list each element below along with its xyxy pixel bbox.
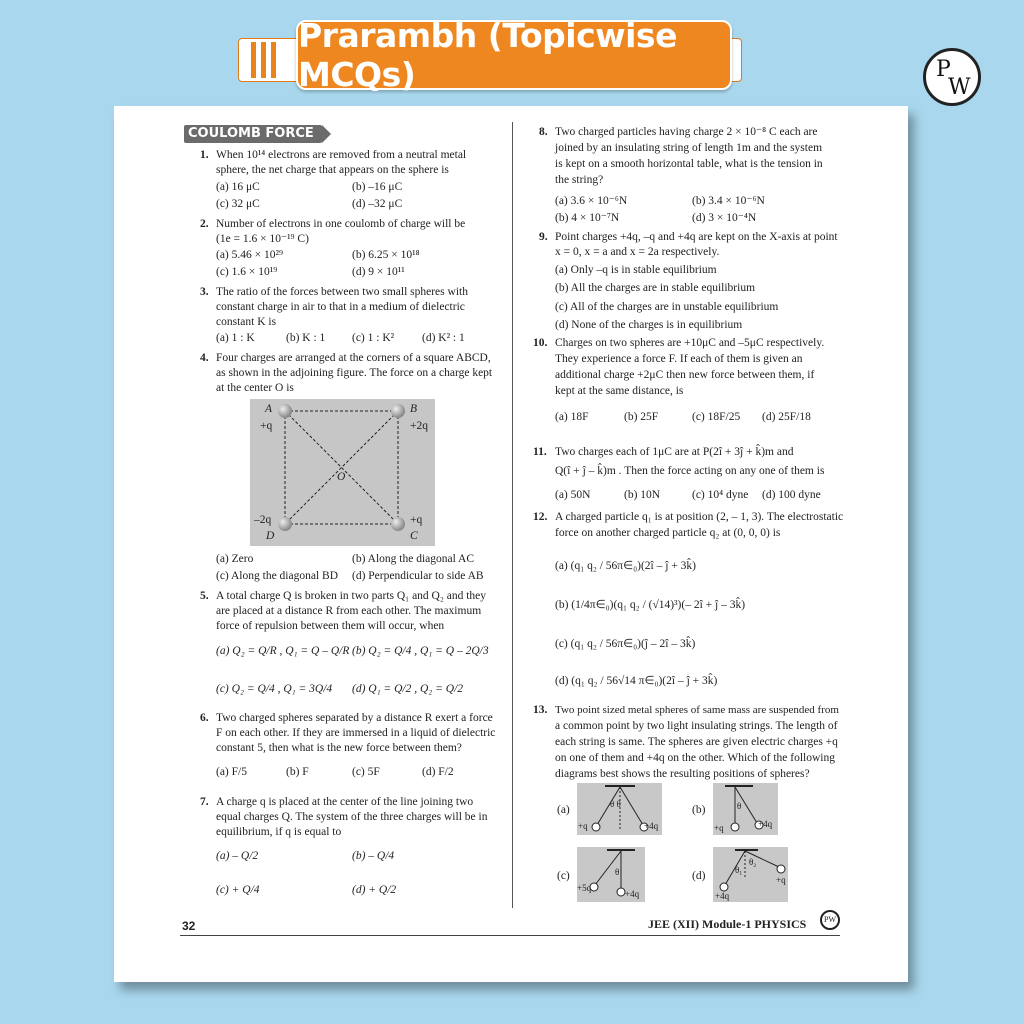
pb-left-label: +q (714, 823, 724, 833)
q11-line2: Q(î + ĵ – k̂)m . Then the force acting on any one of them is (555, 465, 825, 477)
pb-theta: θ (737, 801, 742, 811)
q6-number: 6. (200, 712, 209, 724)
pa-theta: θ θ (610, 799, 621, 809)
pd-theta2: θ₂ (749, 857, 757, 867)
logo-letter-p: P (936, 57, 951, 82)
q8-number: 8. (539, 126, 548, 138)
pc-theta: θ (615, 867, 620, 877)
banner-title: Prarambh (Topicwise MCQs) (298, 16, 677, 94)
q13-line2: a common point by two light insulating strings. The length of (555, 720, 838, 732)
q2-line2: (1e = 1.6 × 10⁻¹⁹ C) (216, 233, 309, 245)
square-charges-figure (250, 399, 435, 546)
pc-right-label: +4q (625, 889, 640, 899)
pendulum-diagram-d[interactable] (713, 847, 788, 902)
q3-line2: constant charge in air to that in a medium of dielectric (216, 301, 465, 313)
q8-option-d[interactable]: (d) 3 × 10⁻⁴N (692, 212, 757, 224)
q11-option-a[interactable]: (a) 50N (555, 489, 591, 501)
q4-option-a[interactable]: (a) Zero (216, 553, 254, 565)
pw-logo (923, 48, 981, 106)
q7-option-d[interactable]: (d) + Q/2 (352, 884, 397, 896)
pc-left-label: +5q (577, 883, 592, 893)
pendulum-diagram-b[interactable] (713, 783, 778, 835)
q9-line1: Point charges +4q, –q and +4q are kept on the X-axis at point (555, 231, 838, 243)
q1-number: 1. (200, 149, 209, 161)
q8-line2: joined by an insulating string of length 1m and the system (555, 142, 823, 154)
q4-line3: at the center O is (216, 382, 294, 394)
q11-option-d[interactable]: (d) 100 dyne (762, 489, 821, 501)
q10-option-b[interactable]: (b) 25F (624, 411, 659, 423)
footer-pw-logo-icon: PW (820, 910, 840, 930)
q11-option-c[interactable]: (c) 10⁴ dyne (692, 489, 749, 501)
label-charge-c: +q (410, 514, 423, 526)
q13-option-b[interactable]: (b) (692, 804, 706, 816)
q1-option-c[interactable]: (c) 32 μC (216, 198, 260, 210)
label-a: A (265, 403, 273, 415)
q2-number: 2. (200, 218, 209, 230)
charge-sphere-c (391, 517, 405, 531)
q5-option-d[interactable]: (d) Q₁ = Q/2 , Q₂ = Q/2 (352, 683, 464, 695)
label-charge-a: +q (260, 420, 273, 432)
q7-number: 7. (200, 796, 209, 808)
q10-line1: Charges on two spheres are +10μC and –5μC respectively. (555, 337, 825, 349)
q6-line3: constant 5, then what is the new force between them? (216, 742, 462, 754)
q12-option-a[interactable]: (a) (q₁ q₂ / 56π∈₀)(2î – ĵ + 3k̂) (555, 560, 697, 572)
q5-option-a[interactable]: (a) Q₂ = Q/R , Q₁ = Q – Q/R (216, 645, 350, 657)
q13-line3: each string is same. The spheres are given electric charges +q (555, 736, 838, 748)
q11-line1: Two charges each of 1μC are at P(2î + 3ĵ + k̂)m and (555, 446, 794, 458)
q10-option-a[interactable]: (a) 18F (555, 411, 589, 423)
q6-line1: Two charged spheres separated by a distance R exert a force (216, 712, 493, 724)
q12-option-b[interactable]: (b) (1/4π∈₀)(q₁ q₂ / (√14)³)(– 2î + ĵ – 3k̂) (555, 599, 746, 611)
q3-line3: constant K is (216, 316, 277, 328)
q1-option-d[interactable]: (d) –32 μC (352, 198, 403, 210)
pendulum-diagram-a[interactable] (577, 783, 662, 835)
pendulum-diagram-c[interactable] (577, 847, 645, 902)
q9-option-d[interactable]: (d) None of the charges is in equilibrium (555, 319, 743, 331)
q5-line2: are placed at a distance R from each other. The maximum (216, 605, 482, 617)
q9-line2: x = 0, x = a and x = 2a respectively. (555, 246, 720, 258)
charge-sphere-d (278, 517, 292, 531)
q12-line1: A charged particle q₁ is at position (2, – 1, 3). The electrostatic (555, 511, 844, 523)
q1-line2: sphere, the net charge that appears on the sphere is (216, 164, 449, 176)
pb-right-label: +4q (758, 819, 773, 829)
q9-option-b[interactable]: (b) All the charges are in stable equilibrium (555, 282, 756, 294)
q8-option-b[interactable]: (b) 3.4 × 10⁻⁶N (692, 195, 765, 207)
q4-line2: as shown in the adjoining figure. The force on a charge kept (216, 367, 493, 379)
q13-option-c[interactable]: (c) (557, 870, 570, 882)
q13-option-d[interactable]: (d) (692, 870, 706, 882)
q5-line3: force of repulsion between them will occur, when (216, 620, 445, 632)
q6-option-b[interactable]: (b) F (286, 766, 309, 778)
charge-sphere-b (391, 404, 405, 418)
q2-line1: Number of electrons in one coulomb of charge will be (216, 218, 466, 230)
q6-option-c[interactable]: (c) 5F (352, 766, 380, 778)
q8-line4: the string? (555, 174, 604, 186)
q8-line3: is kept on a smooth horizontal table, what is the tension in (555, 158, 823, 170)
q10-line3: additional charge +2μC then new force between them, if (555, 369, 815, 381)
q2-option-d[interactable]: (d) 9 × 10¹¹ (352, 266, 405, 278)
q5-option-b[interactable]: (b) Q₂ = Q/4 , Q₁ = Q – 2Q/3 (352, 645, 489, 657)
q10-option-d[interactable]: (d) 25F/18 (762, 411, 811, 423)
column-divider (512, 122, 513, 908)
q5-line1: A total charge Q is broken in two parts Q₁ and Q₂ and they (216, 590, 487, 602)
charge-sphere-a (278, 404, 292, 418)
q11-number: 11. (533, 446, 547, 458)
logo-letter-w: W (948, 75, 971, 100)
pd-right-label: +q (776, 875, 786, 885)
pa-right-label: +4q (644, 821, 659, 831)
q1-option-b[interactable]: (b) –16 μC (352, 181, 403, 193)
q6-option-a[interactable]: (a) F/5 (216, 766, 247, 778)
q9-option-c[interactable]: (c) All of the charges are in unstable equilibrium (555, 301, 779, 313)
label-c: C (410, 530, 418, 542)
q2-option-a[interactable]: (a) 5.46 × 10²⁹ (216, 249, 283, 261)
pd-left-label: +4q (715, 891, 730, 901)
q13-line4: on one of them and +4q on the other. Which of the following (555, 752, 835, 764)
q13-line1: Two point sized metal spheres of same mass are suspended from (555, 704, 839, 716)
q7-option-a[interactable]: (a) – Q/2 (216, 850, 259, 862)
q2-option-b[interactable]: (b) 6.25 × 10¹⁸ (352, 249, 420, 261)
q3-option-d[interactable]: (d) K² : 1 (422, 332, 465, 344)
q11-option-b[interactable]: (b) 10N (624, 489, 661, 501)
label-charge-b: +2q (410, 420, 428, 432)
q4-line1: Four charges are arranged at the corners of a square ABCD, (216, 352, 491, 364)
q2-option-c[interactable]: (c) 1.6 × 10¹⁹ (216, 266, 278, 278)
q9-option-a[interactable]: (a) Only –q is in stable equilibrium (555, 264, 717, 276)
q7-line2: equal charges Q. The system of the three charges will be in (216, 811, 488, 823)
q1-line1: When 10¹⁴ electrons are removed from a neutral metal (216, 149, 467, 161)
q13-option-a[interactable]: (a) (557, 804, 570, 816)
pa-left-label: +q (578, 821, 588, 831)
label-charge-d: –2q (254, 514, 272, 526)
q4-option-b[interactable]: (b) Along the diagonal AC (352, 553, 475, 565)
q10-line4: kept at the same distance, is (555, 385, 684, 397)
q13-line5: diagrams best shows the resulting positions of spheres? (555, 768, 810, 780)
q1-option-a[interactable]: (a) 16 μC (216, 181, 260, 193)
q7-option-b[interactable]: (b) – Q/4 (352, 850, 395, 862)
q12-line2: force on another charged particle q₂ at (0, 0, 0) is (555, 527, 781, 539)
q6-option-d[interactable]: (d) F/2 (422, 766, 454, 778)
q8-option-c[interactable]: (b) 4 × 10⁻⁷N (555, 212, 620, 224)
q8-option-a[interactable]: (a) 3.6 × 10⁻⁶N (555, 195, 628, 207)
q7-line1: A charge q is placed at the center of the line joining two (216, 796, 474, 808)
page-number: 32 (182, 919, 196, 933)
label-o: O (337, 471, 346, 483)
q12-option-c[interactable]: (c) (q₁ q₂ / 56π∈₀)(ĵ – 2î – 3k̂) (555, 638, 696, 650)
label-b: B (410, 403, 418, 415)
q4-option-d[interactable]: (d) Perpendicular to side AB (352, 570, 484, 582)
label-d: D (266, 530, 275, 542)
pd-theta1: θ₁ (735, 865, 743, 875)
q10-line2: They experience a force F. If each of them is given an (555, 353, 803, 365)
q12-number: 12. (533, 511, 548, 523)
footer-title: JEE (XII) Module-1 PHYSICS (648, 917, 807, 931)
section-heading: COULOMB FORCE (184, 125, 322, 143)
q5-option-c[interactable]: (c) Q₂ = Q/4 , Q₁ = 3Q/4 (216, 683, 333, 695)
q8-line1: Two charged particles having charge 2 × 10⁻⁸ C each are (555, 126, 818, 138)
q6-line2: F on each other. If they are immersed in a liquid of dielectric (216, 727, 496, 739)
q3-line1: The ratio of the forces between two small spheres with (216, 286, 468, 298)
q13-number: 13. (533, 704, 548, 716)
q5-number: 5. (200, 590, 209, 602)
footer-rule (180, 935, 840, 936)
q10-option-c[interactable]: (c) 18F/25 (692, 411, 741, 423)
q3-option-a[interactable]: (a) 1 : K (216, 332, 255, 344)
q3-option-b[interactable]: (b) K : 1 (286, 332, 326, 344)
q3-option-c[interactable]: (c) 1 : K² (352, 332, 395, 344)
q12-option-d[interactable]: (d) (q₁ q₂ / 56√14 π∈₀)(2î – ĵ + 3k̂) (555, 675, 718, 687)
q10-number: 10. (533, 337, 548, 349)
q4-number: 4. (200, 352, 209, 364)
q3-number: 3. (200, 286, 209, 298)
q7-option-c[interactable]: (c) + Q/4 (216, 884, 260, 896)
q9-number: 9. (539, 231, 548, 243)
q7-line3: equilibrium, if q is equal to (216, 826, 342, 838)
q4-option-c[interactable]: (c) Along the diagonal BD (216, 570, 339, 582)
banner-title-box (296, 16, 732, 94)
